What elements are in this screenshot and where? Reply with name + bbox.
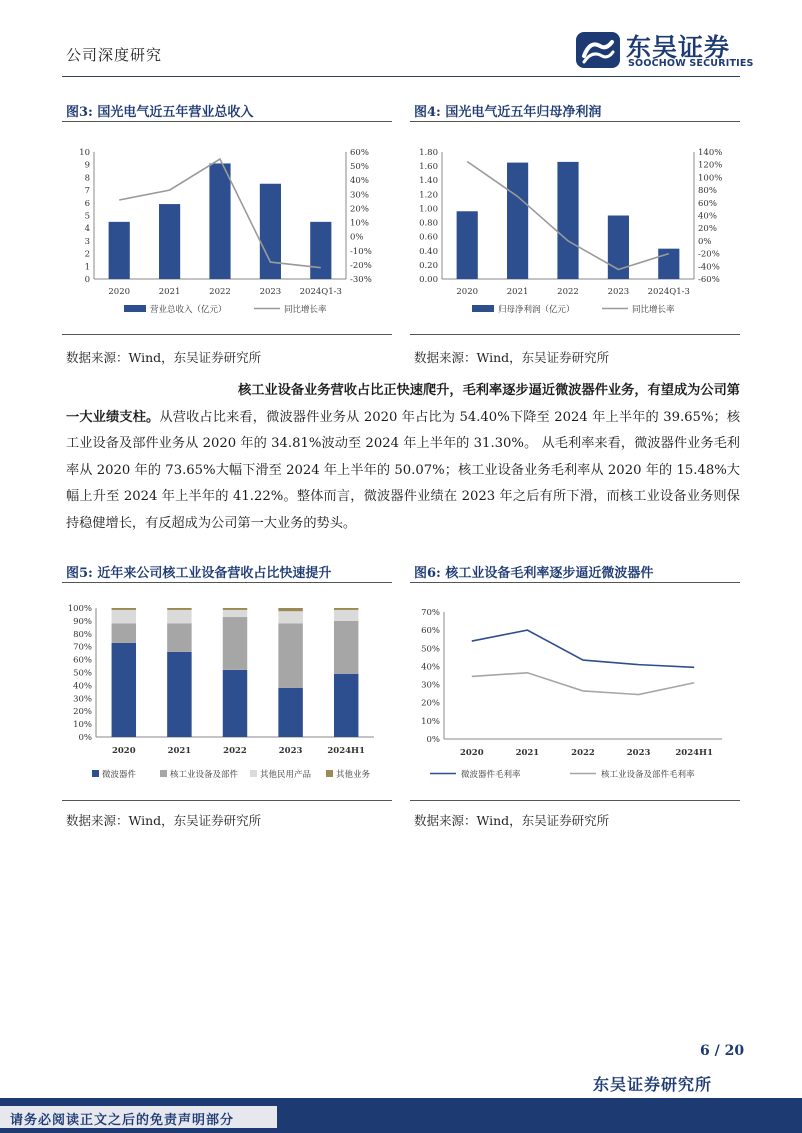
fig5-revenue-mix-chart xyxy=(62,597,392,792)
fig6-ytick: 70% xyxy=(421,608,440,618)
header-divider xyxy=(62,76,740,77)
fig6-xtick: 2024H1 xyxy=(675,748,714,758)
fig5-xtick: 2024H1 xyxy=(327,746,366,756)
fig5-legend-swatch-2 xyxy=(250,770,257,777)
fig3-ytick-right: 30% xyxy=(350,190,369,201)
fig5-segment-1 xyxy=(278,623,302,688)
fig5-segment-0 xyxy=(167,652,191,737)
fig6-xtick: 2020 xyxy=(459,748,484,758)
fig5-legend-label-1: 核工业设备及部件 xyxy=(170,770,239,780)
fig3-ytick-right: -20% xyxy=(350,260,372,271)
fig5-source: 数据来源：Wind，东吴证券研究所 xyxy=(66,813,262,828)
fig3-bar xyxy=(209,163,230,279)
fig4-ytick-left: 0.40 xyxy=(419,246,438,257)
fig5-segment-1 xyxy=(223,617,247,670)
report-type: 公司深度研究 xyxy=(66,46,163,64)
fig5-segment-3 xyxy=(167,608,191,610)
fig4-ytick-right: 120% xyxy=(698,160,723,171)
fig4-ytick-right: 140% xyxy=(698,148,723,158)
fig4-ytick-left: 0.60 xyxy=(419,232,438,243)
fig6-bottom-rule xyxy=(410,800,740,801)
fig6-xtick: 2021 xyxy=(515,748,540,758)
fig5-legend-swatch-1 xyxy=(160,770,167,777)
fig6-xtick: 2023 xyxy=(626,748,651,758)
fig3-xtick: 2021 xyxy=(158,287,181,297)
fig3-ytick-left: 7 xyxy=(84,186,90,197)
fig3-ytick-right: 20% xyxy=(350,204,369,215)
fig3-ytick-left: 3 xyxy=(84,236,90,247)
fig3-legend-line-label: 同比增长率 xyxy=(284,305,327,315)
fig4-xtick: 2024Q1-3 xyxy=(647,287,690,297)
fig6-xtick: 2022 xyxy=(571,748,595,758)
footer-disclaimer: 请务必阅读正文之后的免责声明部分 xyxy=(10,1113,235,1128)
fig3-ytick-left: 4 xyxy=(84,224,90,235)
fig6-ytick: 0% xyxy=(426,735,440,745)
fig5-ytick: 20% xyxy=(73,707,92,718)
fig3-xtick: 2022 xyxy=(209,287,231,297)
fig3-revenue-chart xyxy=(62,142,392,327)
fig5-legend-swatch-3 xyxy=(326,770,333,777)
fig5-segment-3 xyxy=(278,608,302,611)
fig5-xtick: 2022 xyxy=(223,746,247,756)
fig4-title: 图4: 国光电气近五年归母净利润 xyxy=(414,105,602,120)
fig4-ytick-right: 80% xyxy=(698,186,717,197)
fig6-title-rule xyxy=(410,582,740,583)
fig3-ytick-right: 0% xyxy=(350,232,364,243)
fig5-segment-3 xyxy=(223,608,247,610)
fig4-bar xyxy=(507,163,528,279)
fig5-segment-1 xyxy=(112,623,136,642)
footer-institute: 东吴证券研究所 xyxy=(593,1075,713,1094)
fig4-ytick-right: 20% xyxy=(698,224,717,235)
fig4-ytick-left: 0.20 xyxy=(419,260,438,271)
fig6-title: 图6: 核工业设备毛利率逐步逼近微波器件 xyxy=(414,566,654,581)
fig5-ytick: 100% xyxy=(67,604,92,614)
fig5-ytick: 60% xyxy=(73,655,92,666)
fig4-bottom-rule xyxy=(410,334,740,335)
fig5-segment-1 xyxy=(167,623,191,651)
fig6-ytick: 20% xyxy=(421,698,440,709)
fig3-bar xyxy=(310,222,331,279)
fig4-xtick: 2021 xyxy=(506,287,529,297)
fig6-gross-margin-chart xyxy=(410,597,740,792)
fig3-source: 数据来源：Wind，东吴证券研究所 xyxy=(66,350,262,365)
fig3-legend-bar-label: 营业总收入（亿元） xyxy=(150,305,227,315)
page-number: 6 / 20 xyxy=(700,1043,745,1059)
fig5-bottom-rule xyxy=(62,800,392,801)
fig3-legend-bar-swatch xyxy=(124,305,146,312)
logo-en: SOOCHOW SECURITIES xyxy=(628,58,754,69)
fig5-xtick: 2023 xyxy=(278,746,303,756)
fig4-legend-bar-label: 归母净利润（亿元） xyxy=(498,305,575,315)
logo-name: 东吴证券 xyxy=(626,33,731,62)
fig3-ytick-right: -10% xyxy=(350,246,372,257)
fig4-ytick-right: 60% xyxy=(698,198,717,209)
fig5-segment-2 xyxy=(167,610,191,624)
fig6-ytick: 40% xyxy=(421,662,440,673)
fig3-xtick: 2023 xyxy=(259,287,282,297)
fig6-ytick: 60% xyxy=(421,626,440,637)
fig3-ytick-left: 0 xyxy=(84,275,90,285)
fig4-ytick-left: 1.20 xyxy=(419,190,438,201)
fig3-bar xyxy=(159,204,180,279)
fig3-ytick-left: 8 xyxy=(84,173,90,184)
fig5-segment-2 xyxy=(223,610,247,617)
fig4-ytick-right: -20% xyxy=(698,249,720,260)
fig5-segment-3 xyxy=(334,608,358,610)
fig5-title-rule xyxy=(62,582,392,583)
fig4-ytick-left: 1.40 xyxy=(419,176,438,187)
fig3-bottom-rule xyxy=(62,334,392,335)
fig5-ytick: 70% xyxy=(73,642,92,653)
fig4-xtick: 2023 xyxy=(607,287,630,297)
fig3-ytick-left: 5 xyxy=(84,211,90,222)
fig3-xtick: 2024Q1-3 xyxy=(299,287,342,297)
fig4-ytick-right: -40% xyxy=(698,262,720,273)
fig5-ytick: 80% xyxy=(73,629,92,640)
fig4-ytick-right: 40% xyxy=(698,211,717,222)
fig5-ytick: 30% xyxy=(73,694,92,705)
fig3-xtick: 2020 xyxy=(108,287,131,297)
fig3-ytick-left: 1 xyxy=(84,262,90,273)
fig3-title: 图3: 国光电气近五年营业总收入 xyxy=(66,105,254,120)
soochow-logo-icon xyxy=(576,32,620,68)
fig5-legend-label-2: 其他民用产品 xyxy=(260,770,312,780)
fig6-ytick: 50% xyxy=(421,644,440,655)
fig4-ytick-left: 1.80 xyxy=(419,148,438,158)
body-paragraph xyxy=(66,378,740,537)
fig5-segment-2 xyxy=(278,611,302,623)
fig5-xtick: 2021 xyxy=(167,746,192,756)
fig4-ytick-left: 1.00 xyxy=(419,204,438,215)
fig3-ytick-right: 50% xyxy=(350,162,369,173)
fig4-ytick-left: 0.80 xyxy=(419,218,438,229)
fig4-xtick: 2022 xyxy=(557,287,579,297)
fig5-legend-label-3: 其他业务 xyxy=(336,770,371,780)
fig6-source: 数据来源：Wind，东吴证券研究所 xyxy=(414,813,610,828)
fig5-ytick: 10% xyxy=(73,720,92,731)
fig4-source: 数据来源：Wind，东吴证券研究所 xyxy=(414,350,610,365)
fig5-segment-2 xyxy=(112,610,136,624)
fig6-ytick: 10% xyxy=(421,716,440,727)
fig3-ytick-right: 10% xyxy=(350,218,369,229)
fig3-bar xyxy=(109,222,130,279)
fig5-segment-0 xyxy=(223,670,247,737)
fig3-ytick-right: 60% xyxy=(350,148,369,158)
fig5-title: 图5: 近年来公司核工业设备营收占比快速提升 xyxy=(66,566,332,581)
fig4-legend-bar-swatch xyxy=(472,305,494,312)
paragraph-body: 从营收占比来看，微波器件业务从 2020 年占比为 54.40%下降至 2024 年上半年的 39.65%；核工业设备及部件业务从 2020 年的 34.81%波动至 2024 年上半年的 31.30%。 从毛利率来看，微波器件业务毛利率从 2020 年的 73.65%大幅下滑至 2024 年上半年的 50.07%；核工业设备业务毛利率从 2020 年的 15.48%大幅上升至 2024 年上半年的 41.22%。整体而言，微波器件业绩在 2023 年之后有所下滑，而核工业设备业务则保持稳健增长，有反超成为公司第一大业务的势头。 xyxy=(66,409,741,531)
fig5-legend-label-0: 微波器件 xyxy=(102,770,137,780)
paragraph-lead: 核工业设备业务营收占比正快速爬升，毛利率逐步逼近微波器件业务，有望成为公司第一大业绩支柱。 xyxy=(66,383,740,425)
fig5-ytick: 90% xyxy=(73,616,92,627)
fig3-ytick-left: 10 xyxy=(79,148,90,158)
fig6-series-line-0 xyxy=(472,630,694,667)
fig4-ytick-right: 0% xyxy=(698,236,712,247)
fig4-bar xyxy=(658,249,679,279)
fig6-legend-label-1: 核工业设备及部件毛利率 xyxy=(601,770,695,780)
fig6-ytick: 30% xyxy=(421,680,440,691)
fig3-ytick-right: 40% xyxy=(350,176,369,187)
fig5-ytick: 50% xyxy=(73,668,92,679)
fig5-ytick: 40% xyxy=(73,681,92,692)
fig4-ytick-left: 1.60 xyxy=(419,162,438,173)
fig6-legend-label-0: 微波器件毛利率 xyxy=(461,770,521,780)
fig5-ytick: 0% xyxy=(78,733,92,743)
fig4-bar xyxy=(557,162,578,279)
fig3-ytick-left: 2 xyxy=(84,249,90,260)
fig5-legend-swatch-0 xyxy=(92,770,99,777)
fig6-series-line-1 xyxy=(472,673,694,695)
fig3-bar xyxy=(260,184,281,279)
fig4-ytick-right: 100% xyxy=(698,173,723,184)
fig5-segment-1 xyxy=(334,621,358,674)
fig4-ytick-left: 0.00 xyxy=(419,275,438,285)
fig5-segment-3 xyxy=(112,608,136,610)
fig4-ytick-right: -60% xyxy=(698,275,720,285)
fig5-segment-0 xyxy=(112,643,136,737)
fig5-segment-0 xyxy=(334,674,358,737)
fig4-xtick: 2020 xyxy=(456,287,479,297)
fig4-legend-line-label: 同比增长率 xyxy=(632,305,675,315)
fig3-ytick-left: 6 xyxy=(84,198,90,209)
fig4-title-rule xyxy=(410,121,740,122)
fig5-segment-0 xyxy=(278,688,302,737)
fig4-bar xyxy=(457,211,478,279)
fig5-xtick: 2020 xyxy=(111,746,136,756)
fig3-ytick-right: -30% xyxy=(350,275,372,285)
fig4-net-profit-chart xyxy=(410,142,740,327)
fig3-ytick-left: 9 xyxy=(84,160,90,171)
fig5-segment-2 xyxy=(334,610,358,621)
fig3-title-rule xyxy=(62,121,392,122)
